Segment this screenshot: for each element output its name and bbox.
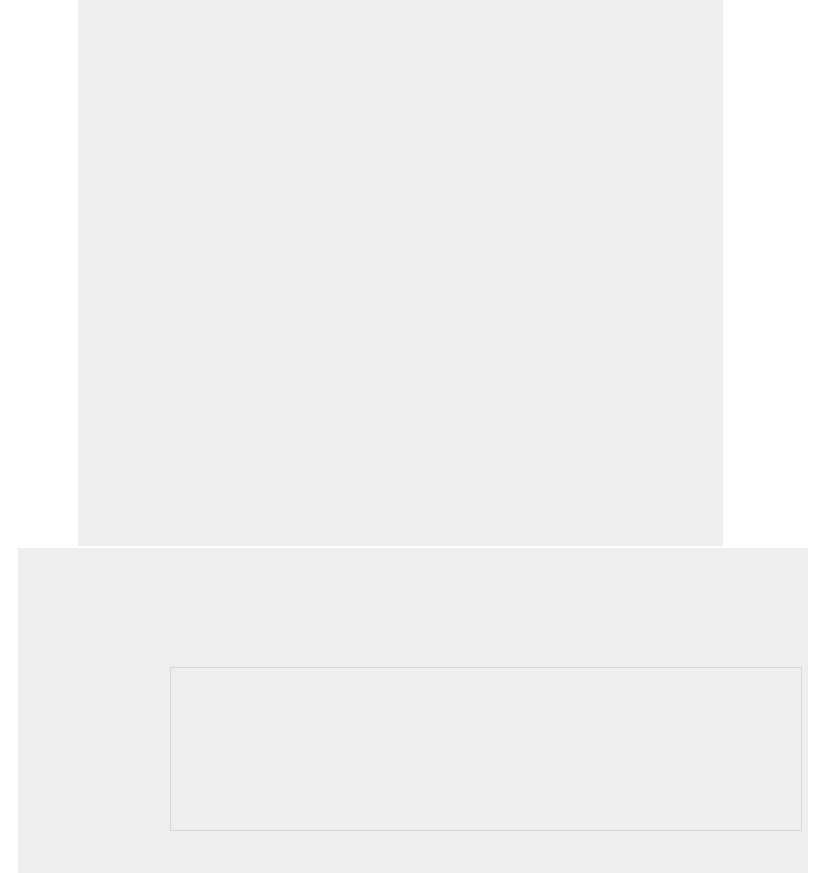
string-selection-box	[170, 667, 802, 831]
disassembly-code-panel	[78, 0, 723, 546]
data-section-panel	[18, 548, 808, 873]
